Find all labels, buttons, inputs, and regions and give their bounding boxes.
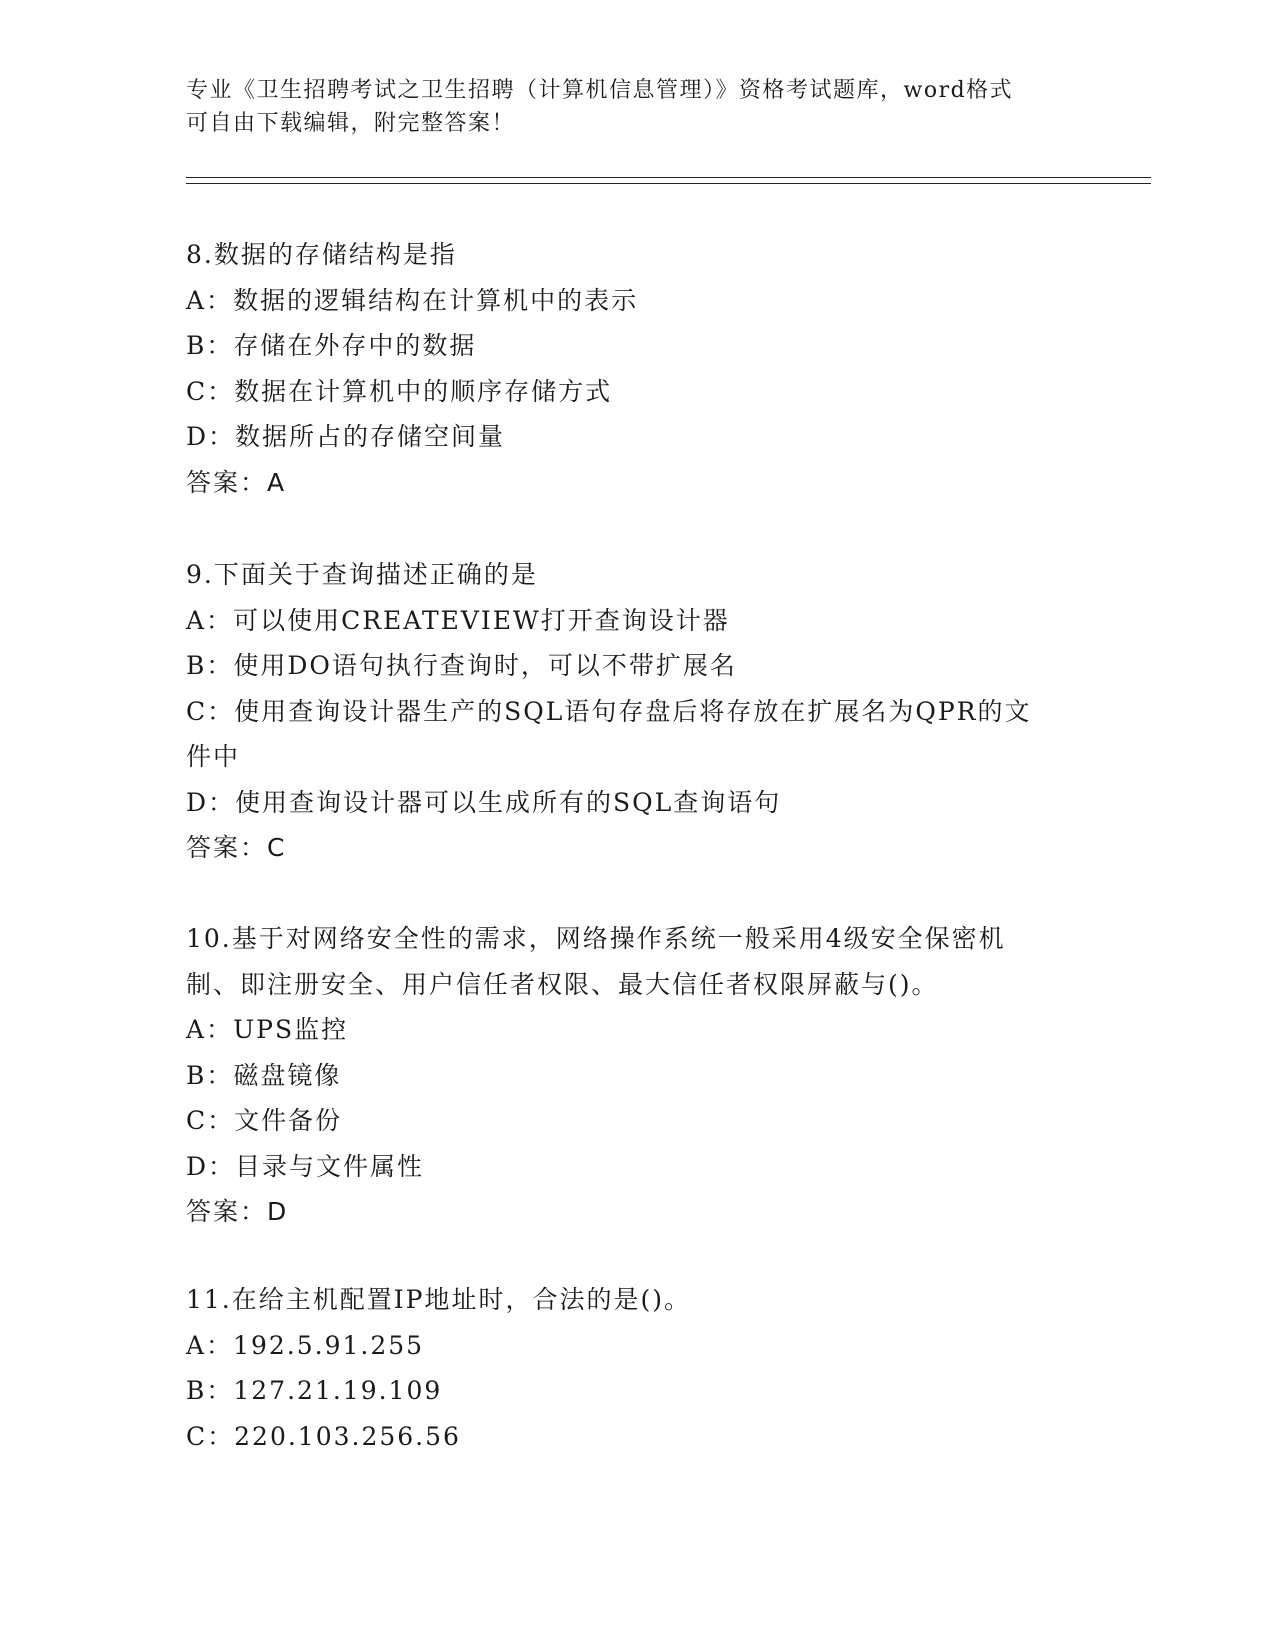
option-b [186,1053,1086,1099]
option-key: C： [186,1106,235,1135]
option-key: A： [186,285,234,315]
option-text: 192.5.91.255 [233,1330,425,1360]
option-text: 数据的逻辑结构在计算机中的表示 [233,285,639,315]
header-line-2: 可自由下载编辑，附完整答案！ [186,111,516,136]
option-a [186,1007,1086,1053]
question-11 [186,1277,1086,1459]
header-divider-top [186,177,1151,178]
option-key: B： [186,331,234,360]
option-c [186,1414,1086,1460]
question-title-continuation: 制、即注册安全、用户信任者权限、最大信任者权限屏蔽与()。 [186,969,939,999]
option-c [186,369,1086,415]
answer-label: 答案：C [186,833,287,862]
question-8 [186,232,1086,505]
document-header [186,74,1066,140]
option-d [186,780,1086,826]
option-text: 使用查询设计器可以生成所有的SQL查询语句 [235,787,782,817]
option-key: C： [186,696,235,726]
option-text: 127.21.19.109 [233,1376,443,1405]
option-key: A： [186,605,234,635]
option-b [186,643,1086,689]
option-a [186,1323,1086,1369]
option-key: B： [186,651,234,680]
question-title: 9.下面关于查询描述正确的是 [186,560,538,589]
option-c [186,1098,1086,1144]
option-key: C： [186,1421,235,1451]
header-divider-bottom [186,183,1151,184]
option-text: 数据所占的存储空间量 [235,422,506,451]
question-title: 10.基于对网络安全性的需求，网络操作系统一般采用4级安全保密机 [186,924,1006,953]
option-b [186,323,1086,369]
option-key: A： [186,1330,234,1360]
option-text: 数据在计算机中的顺序存储方式 [234,376,613,406]
question-title: 11.在给主机配置IP地址时，合法的是()。 [186,1285,691,1314]
option-key: D： [186,1151,236,1181]
header-line-1: 专业《卫生招聘考试之卫生招聘（计算机信息管理）》资格考试题库，word格式 [186,78,1014,103]
option-c-continuation: 件中 [186,742,241,771]
option-b [186,1368,1086,1414]
option-key: D： [186,422,236,451]
option-text: 使用DO语句执行查询时，可以不带扩展名 [233,651,737,680]
option-a [186,598,1086,644]
option-text: 可以使用CREATEVIEW打开查询设计器 [233,605,730,635]
question-9 [186,552,1086,871]
option-key: D： [186,787,236,817]
option-key: B： [186,1376,234,1405]
question-title: 8.数据的存储结构是指 [186,240,457,269]
option-text: 使用查询设计器生产的SQL语句存盘后将存放在扩展名为QPR的文 [234,696,1032,726]
option-text: UPS监控 [233,1015,349,1044]
option-text: 磁盘镜像 [233,1060,342,1090]
option-text: 目录与文件属性 [235,1151,425,1181]
answer-label: 答案：D [186,1197,289,1226]
option-text: 文件备份 [234,1106,343,1135]
option-text: 存储在外存中的数据 [233,331,477,360]
question-10 [186,916,1086,1235]
option-d [186,414,1086,460]
option-d [186,1144,1086,1190]
option-key: B： [186,1060,234,1090]
answer-label: 答案：A [186,467,287,497]
option-text: 220.103.256.56 [234,1421,461,1451]
option-key: C： [186,376,235,406]
option-c [186,689,1086,735]
option-key: A： [186,1015,234,1044]
option-a [186,278,1086,324]
